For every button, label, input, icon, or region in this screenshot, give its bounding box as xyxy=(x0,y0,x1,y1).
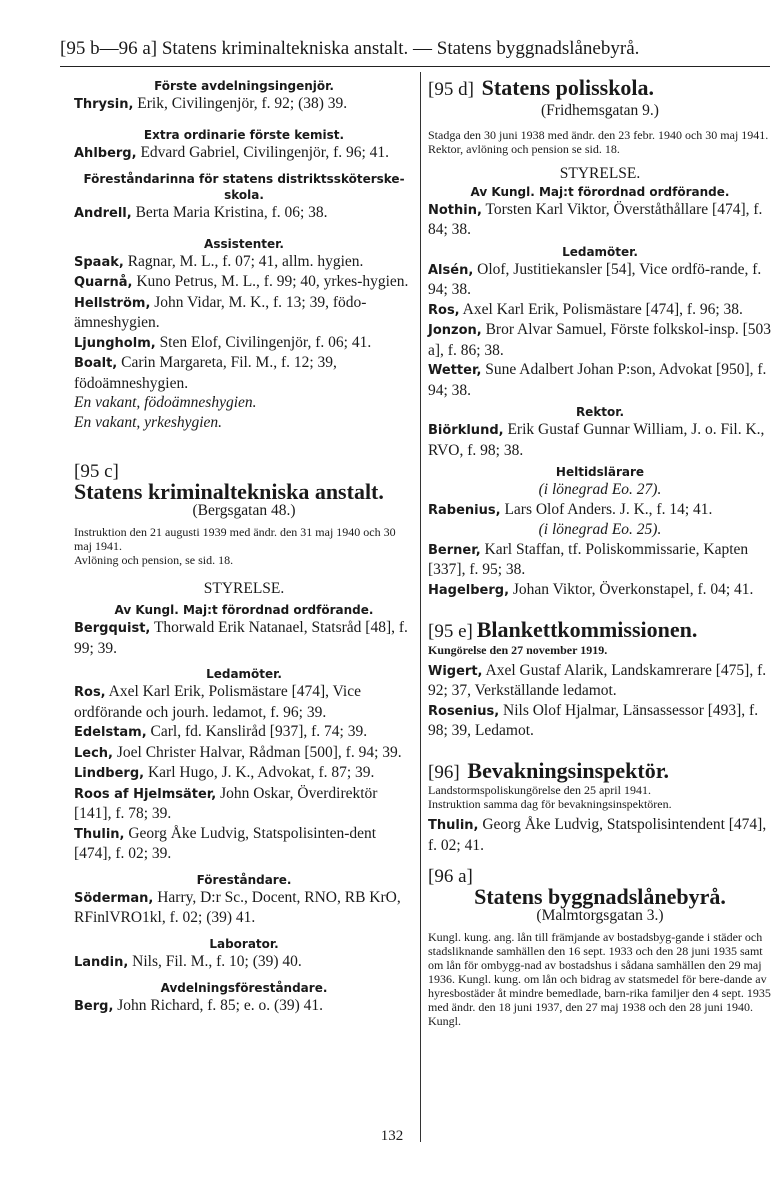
section-code: [96 a] xyxy=(428,866,473,887)
decree-text: Kungörelse den 27 november 1919. xyxy=(428,642,608,657)
section-title-row: [96] Bevakningsinspektör. xyxy=(428,757,669,783)
section-heading: Ledamöter. xyxy=(562,244,638,259)
entry: Andrell, Berta Maria Kristina, f. 06; 38. xyxy=(74,204,328,221)
right-column xyxy=(428,75,772,1028)
entry: Thulin, Georg Åke Ludvig, Statspolisinten-dent [474], f. 02; 39. xyxy=(74,824,377,862)
decree-text: Kungl. kung. ang. lån till främjande av bostadsbyg-gande i städer och stadsliknande samhällen den 16 sept. 1933 och den 28 juni 1935 samt om lån för ombygg-nad av bostadshus i sådana samhällen den 29 maj 1936. Kungl. kung. om lån och bidrag av statsmedel för bere-dande av hyresbostäder åt mindre bemedlade, barn-rika familjer den 4 sept. 1935 med ändr. den 18 juni 1937, den 27 maj 1938 och den 28 juni 1940. Kungl. xyxy=(428,929,771,1028)
section-heading: Rektor. xyxy=(575,405,625,419)
section-heading: Föreståndarinna för statens distriktssköterske-skola. xyxy=(83,172,405,202)
entry: Lindberg, Karl Hugo, J. K., Advokat, f. 87; 39. xyxy=(74,764,375,781)
decree-text: Landstormspoliskungörelse den 25 april 1941. xyxy=(428,783,651,797)
section-title-row: [95 d] Statens polisskola. xyxy=(428,75,655,100)
entry: Jonzon, Bror Alvar Samuel, Förste folkskol-insp. [503 a], f. 86; 38. xyxy=(428,321,772,359)
entry: Hagelberg, Johan Viktor, Överkonstapel, f. 04; 41. xyxy=(428,580,754,598)
entry: Hellström, John Vidar, M. K., f. 13; 39, födo-ämneshygien. xyxy=(74,293,367,331)
section-title-row: [95 e] Blankettkommissionen. xyxy=(428,617,698,642)
section-title: Statens kriminaltekniska anstalt. xyxy=(74,478,384,504)
entry: Landin, Nils, Fil. M., f. 10; (39) 40. xyxy=(74,952,302,970)
entry: Boalt, Carin Margareta, Fil. M., f. 12; 39, födoämneshygien. xyxy=(74,354,337,392)
address: (Fridhemsgatan 9.) xyxy=(541,101,659,119)
entry: Ros, Axel Karl Erik, Polismästare [474], f. 96; 38. xyxy=(428,300,743,318)
instruction-text: Instruktion samma dag för bevakningsinspektören. xyxy=(428,797,672,811)
section-heading: Assistenter. xyxy=(204,236,284,251)
entry: Lech, Joel Christer Halvar, Rådman [500], f. 94; 39. xyxy=(74,743,402,761)
instruction-text: Instruktion den 21 augusti 1939 med ändr. den 31 maj 1940 och 30 maj 1941. xyxy=(74,524,396,553)
section-heading: Ledamöter. xyxy=(206,667,282,681)
address: (Bergsgatan 48.) xyxy=(192,502,296,519)
section-heading: Förste avdelningsingenjör. xyxy=(154,79,334,93)
section-heading: Laborator. xyxy=(209,936,279,951)
section-heading: Av Kungl. Maj:t förordnad ordförande. xyxy=(114,603,374,617)
salary-note: Avlöning och pension, se sid. 18. xyxy=(74,552,234,567)
entry: Spaak, Ragnar, M. L., f. 07; 41, allm. hygien. xyxy=(74,252,364,270)
page-number: 132 xyxy=(380,1128,404,1144)
left-column xyxy=(74,78,414,1017)
entry: En vakant, yrkeshygien. xyxy=(74,413,223,431)
entry: Nothin, Torsten Karl Viktor, Överståthållare [474], f. 84; 38. xyxy=(428,200,763,238)
section-code: [95 c] xyxy=(74,461,119,482)
entry: Ljungholm, Sten Elof, Civilingenjör, f. 06; 41. xyxy=(74,333,372,351)
entry: Rabenius, Lars Olof Anders. J. K., f. 14; 41. xyxy=(428,500,713,518)
section-heading: Avdelningsföreståndare. xyxy=(160,981,328,995)
rector-note: Rektor, avlöning och pension se sid. 18. xyxy=(428,142,620,156)
entry: Roos af Hjelmsäter, John Oskar, Överdirektör [141], f. 78; 39. xyxy=(74,784,378,822)
entry: Biörklund, Erik Gustaf Gunnar William, J. o. Fil. K., RVO, f. 98; 38. xyxy=(428,421,765,459)
entry: Ros, Axel Karl Erik, Polismästare [474], Vice ordförande och jourh. ledamot, f. 96; 39. xyxy=(74,683,361,721)
board-heading: STYRELSE. xyxy=(203,579,285,597)
section-heading: Heltidslärare xyxy=(555,465,645,479)
entry: Rosenius, Nils Olof Hjalmar, Länsassessor [493], f. 98; 39, Ledamot. xyxy=(428,701,759,739)
entry: Thulin, Georg Åke Ludvig, Statspolisintendent [474], f. 02; 41. xyxy=(428,816,767,854)
entry: Thrysin, Erik, Civilingenjör, f. 92; (38) 39. xyxy=(74,95,348,112)
header-rule xyxy=(60,66,770,67)
entry: Wigert, Axel Gustaf Alarik, Landskamrerare [475], f. 92; 37, Verkställande ledamot. xyxy=(428,661,767,699)
entry: En vakant, födoämneshygien. xyxy=(74,394,257,411)
entry: Söderman, Harry, D:r Sc., Docent, RNO, RB KrO, RFinlVRO1kl, f. 02; (39) 41. xyxy=(74,888,401,926)
running-header: [95 b—96 a] Statens kriminaltekniska anstalt. — Statens byggnadslånebyrå. xyxy=(60,38,640,59)
column-divider xyxy=(420,72,421,1142)
section-heading: Av Kungl. Maj:t förordnad ordförande. xyxy=(470,184,730,199)
entry: Edelstam, Carl, fd. Kansliråd [937], f. 74; 39. xyxy=(74,723,368,740)
section-heading: Extra ordinarie förste kemist. xyxy=(143,127,345,142)
board-heading: STYRELSE. xyxy=(559,165,641,182)
address: (Malmtorgsgatan 3.) xyxy=(536,907,664,924)
entry: Berg, John Richard, f. 85; e. o. (39) 41. xyxy=(74,997,324,1014)
section-heading: Föreståndare. xyxy=(196,872,292,887)
section-title: Statens byggnadslånebyrå. xyxy=(474,883,726,909)
salary-grade: (i lönegrad Eo. 25). xyxy=(538,521,662,538)
entry: Bergquist, Thorwald Erik Natanael, Statsråd [48], f. 99; 39. xyxy=(74,619,408,657)
entry: Ahlberg, Edvard Gabriel, Civilingenjör, f. 96; 41. xyxy=(74,143,390,161)
statute-text: Stadga den 30 juni 1938 med ändr. den 23 febr. 1940 och 30 maj 1941. xyxy=(428,128,769,142)
salary-grade: (i lönegrad Eo. 27). xyxy=(538,481,662,498)
entry: Alsén, Olof, Justitiekansler [54], Vice ordfö-rande, f. 94; 38. xyxy=(428,260,762,298)
entry: Wetter, Sune Adalbert Johan P:son, Advokat [950], f. 94; 38. xyxy=(428,361,767,399)
entry: Berner, Karl Staffan, tf. Poliskommissarie, Kapten [337], f. 95; 38. xyxy=(428,540,749,578)
entry: Quarnå, Kuno Petrus, M. L., f. 99; 40, yrkes-hygien. xyxy=(74,273,409,290)
